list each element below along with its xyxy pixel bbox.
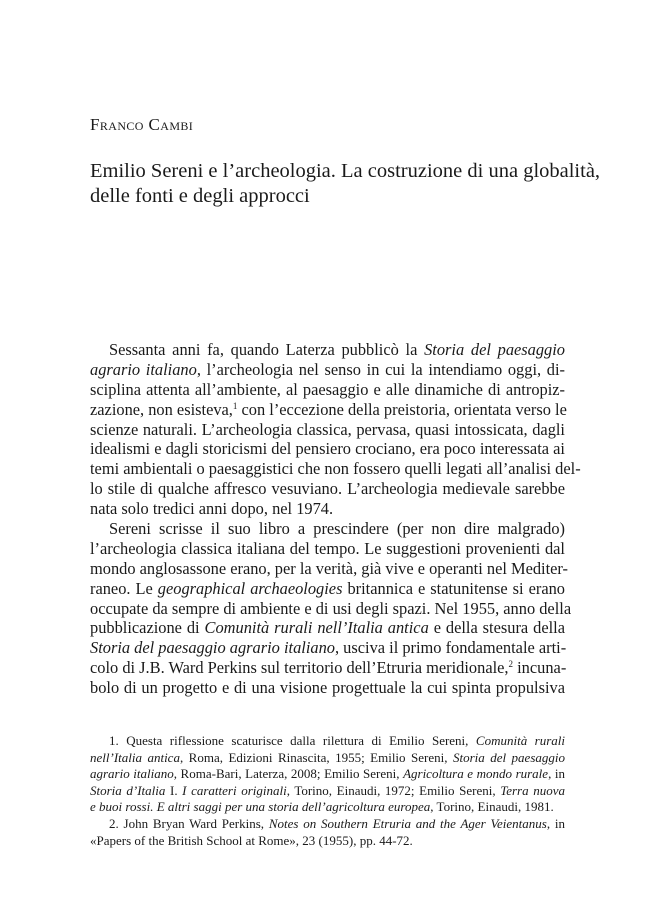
footnotes — [90, 733, 565, 849]
author-name: Franco Cambi — [90, 115, 194, 134]
body-line — [90, 479, 565, 499]
body-text — [90, 340, 581, 698]
footnote-reference: 2 — [508, 659, 514, 670]
text-run: mondo anglosassone erano, per la verità, già vive e operanti nel Mediter- — [90, 558, 569, 578]
body-line — [90, 579, 565, 599]
footnote-line — [90, 783, 565, 800]
italic-text: Agricoltura e mondo rurale — [403, 766, 549, 782]
text-run: , l’archeologia nel senso in cui la intendiamo oggi, di- — [196, 359, 566, 379]
text-run: I. — [165, 782, 183, 798]
text-run: raneo. Le — [90, 578, 158, 598]
italic-text: Terra nuova — [500, 782, 565, 798]
text-run: , in — [546, 815, 565, 831]
text-run: l’archeologia classica italiana del tempo. Le suggestioni provenienti dal — [90, 538, 565, 558]
text-run: 2. John Bryan Ward Perkins, — [109, 815, 269, 831]
text-run: incuna- — [513, 658, 567, 678]
italic-text: agrario italiano — [90, 766, 174, 782]
text-run: 1. Questa riflessione scaturisce dalla rilettura di Emilio Sereni, — [109, 733, 476, 748]
body-line — [90, 539, 565, 559]
title-line: delle fonti e degli approcci — [90, 185, 310, 207]
footnote-line — [90, 816, 565, 833]
italic-text: agrario italiano — [90, 359, 197, 379]
footnote-line — [90, 833, 565, 850]
italic-text: Comunità rurali nell’Italia antica — [204, 618, 429, 638]
text-run: con l’eccezione della preistoria, orientata verso le — [237, 399, 567, 419]
article-title — [90, 159, 601, 209]
italic-text: Notes on Southern Etruria and the Ager Veientanus — [268, 815, 547, 831]
footnote-line — [90, 799, 565, 816]
body-line — [90, 380, 565, 400]
text-run: britannica e statunitense si erano — [342, 578, 565, 598]
text-run: scienze naturali. L’archeologia classica, pervasa, quasi intossicata, dagli — [90, 419, 565, 439]
italic-text: e buoi rossi. E altri saggi per una storia dell’agricoltura europea — [90, 799, 431, 815]
text-run: , in — [548, 766, 566, 782]
text-run: pubblicazione di — [90, 618, 205, 638]
text-run: sciplina attenta all’ambiente, al paesaggio e alle dinamiche di antropiz- — [90, 379, 565, 399]
body-line — [90, 658, 565, 678]
text-run: zazione, non esisteva, — [90, 399, 233, 419]
text-run: nata solo tredici anni dopo, nel 1974. — [90, 499, 334, 519]
text-run: , Roma, Edizioni Rinascita, 1955; Emilio Sereni, — [179, 749, 453, 765]
italic-text: Comunità rurali — [475, 733, 566, 748]
body-line — [90, 618, 565, 638]
text-run: e della stesura della — [428, 618, 565, 638]
body-line — [90, 638, 565, 658]
text-run: bolo di un progetto e di una visione progettuale la cui spinta propulsiva — [90, 678, 565, 698]
footnote-line — [90, 733, 565, 750]
footnote-reference: 1 — [232, 400, 238, 411]
italic-text: geographical archaeologies — [157, 578, 343, 598]
text-run: Sereni scrisse il suo libro a prescindere (per non dire malgrado) — [109, 519, 565, 539]
italic-text: Storia del paesaggio — [452, 749, 566, 765]
body-line — [90, 400, 565, 420]
body-line — [90, 420, 565, 440]
italic-text: Storia del paesaggio — [424, 340, 566, 359]
text-run: idealismi e dagli storicismi del pensiero crociano, era poco interessata ai — [90, 439, 565, 459]
text-run: Sessanta anni fa, quando Laterza pubblicò la — [109, 340, 425, 359]
body-line — [90, 678, 565, 698]
text-run: , usciva il primo fondamentale arti- — [334, 638, 567, 658]
text-run: , Torino, Einaudi, 1972; Emilio Sereni, — [286, 782, 501, 798]
body-line — [90, 439, 565, 459]
text-run: lo stile di qualche affresco vesuviano. L’archeologia medievale sarebbe — [90, 479, 565, 499]
text-run: temi ambientali o paesaggistici che non fossero quelli legati all’analisi del- — [90, 459, 581, 479]
body-line — [90, 459, 581, 479]
text-run: , Torino, Einaudi, 1981. — [430, 799, 554, 815]
italic-text: Storia d’Italia — [90, 782, 166, 798]
text-run: occupate da sempre di ambiente e di usi degli spazi. Nel 1955, anno della — [90, 598, 572, 618]
text-run: colo di J.B. Ward Perkins sul territorio dell’Etruria meridionale, — [90, 658, 509, 678]
italic-text: Storia del paesaggio agrario italiano — [90, 638, 335, 658]
body-line — [90, 360, 565, 380]
italic-text: I caratteri originali — [182, 782, 287, 798]
body-line — [90, 340, 565, 360]
footnote-line — [90, 750, 565, 767]
footnote-line — [90, 766, 565, 783]
italic-text: nell’Italia antica — [90, 749, 180, 765]
body-line — [90, 558, 569, 579]
body-line — [90, 598, 572, 619]
text-run: «Papers of the British School at Rome», 23 (1955), pp. 44-72. — [90, 832, 413, 848]
title-line: Emilio Sereni e l’archeologia. La costruzione di una globalità, — [90, 160, 601, 182]
text-run: , Roma-Bari, Laterza, 2008; Emilio Sereni, — [173, 766, 404, 782]
body-line — [90, 499, 565, 519]
body-line — [90, 519, 565, 539]
